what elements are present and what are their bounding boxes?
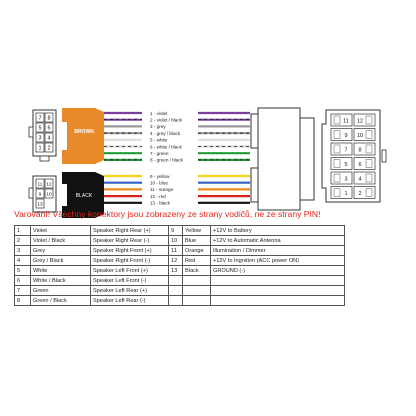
pin-number: 1 (344, 191, 348, 197)
pinout-cell-n1: 5 (15, 266, 31, 276)
wire-label: 8 - green / black (150, 157, 183, 163)
pinout-row (15, 236, 345, 246)
pin-slot (334, 145, 340, 153)
pinout-cell-n1: 3 (15, 246, 31, 256)
pinout-cell-f1: Speaker Left Rear (+) (91, 286, 169, 296)
pin-number: 10 (46, 192, 52, 198)
pinout-cell-c2 (183, 296, 211, 306)
pin-number: 7 (38, 115, 42, 122)
pinout-row (15, 276, 345, 286)
pinout-cell-c1: Green / Black (31, 296, 91, 306)
pinout-cell-f2: GROUND (-) (211, 266, 345, 276)
pinout-cell-f2 (211, 296, 345, 306)
pinout-cell-f1: Speaker Left Front (+) (91, 266, 169, 276)
brown-connector-block (62, 108, 104, 164)
pin-number: 11 (343, 118, 349, 125)
pin-slot (334, 174, 340, 182)
pin-slot (366, 174, 372, 182)
wire-label: 4 - grey / black (150, 130, 181, 136)
wire-label: 13 - black (150, 200, 170, 206)
pinout-row (15, 256, 345, 266)
pin-number: 8 (47, 115, 51, 122)
pin-number: 9 (38, 192, 42, 198)
wire-label: 6 - white / black (150, 144, 182, 150)
pinout-cell-c2 (183, 286, 211, 296)
brown-wires (104, 111, 250, 163)
radio-connector (322, 110, 386, 202)
pinout-cell-c2: Blue (183, 236, 211, 246)
pin-number: 4 (358, 176, 362, 183)
pin-slot (334, 189, 340, 197)
pin-number: 8 (358, 147, 362, 154)
black-wires (104, 174, 250, 206)
pin-number: 12 (46, 182, 52, 188)
brown-label: BROWN (74, 129, 94, 135)
pinout-cell-f1: Speaker Right Front (-) (91, 256, 169, 266)
pin-number: 10 (356, 133, 364, 139)
pin-number: 5 (344, 162, 348, 168)
pinout-cell-c2: Orange (183, 246, 211, 256)
pinout-cell-n2: 9 (169, 226, 183, 236)
pinout-cell-n1: 7 (15, 286, 31, 296)
pinout-cell-n1: 1 (15, 226, 31, 236)
pinout-cell-c1: Violet (31, 226, 91, 236)
pinout-cell-n1: 6 (15, 276, 31, 286)
pinout-cell-n1: 8 (15, 296, 31, 306)
wire-label: 1 - violet (150, 110, 168, 116)
pin-number: 3 (38, 135, 42, 142)
wire-label: 7 - green (150, 151, 169, 156)
pin-slot (366, 116, 372, 124)
wire-label: 12 - red (150, 193, 166, 199)
pinout-cell-c1: White (31, 266, 91, 276)
pin-number: 11 (37, 182, 43, 188)
pinout-cell-f2 (211, 276, 345, 286)
pinout-row (15, 226, 345, 236)
wire-label: 3 - grey (150, 124, 166, 130)
wire-label: 11 - orange (150, 187, 174, 193)
pinout-cell-n2: 10 (169, 236, 183, 246)
pinout-cell-f2: +12V to Ingnition (ACC power ON) (211, 256, 345, 266)
pin-number: 2 (358, 191, 362, 197)
pinout-cell-n2 (169, 296, 183, 306)
pinout-cell-c2 (183, 276, 211, 286)
pin-number: 6 (47, 125, 51, 132)
iso-connector-power (29, 176, 56, 212)
pinout-cell-n2: 12 (169, 256, 183, 266)
pinout-cell-f1: Speaker Left Front (-) (91, 276, 169, 286)
pinout-cell-f2: +12V to Automatic Antenna (211, 236, 345, 246)
adapter-plug (251, 108, 314, 210)
pinout-cell-c1: Grey / Black (31, 256, 91, 266)
pinout-row (15, 266, 345, 276)
pinout-cell-c1: Grey (31, 246, 91, 256)
pinout-cell-c1: Green (31, 286, 91, 296)
pin-number: 3 (344, 176, 348, 183)
pin-number: 7 (344, 147, 348, 154)
pinout-cell-n2 (169, 286, 183, 296)
pinout-cell-f2: +12V to Battery (211, 226, 345, 236)
pinout-cell-n2: 13 (169, 266, 183, 276)
pinout-cell-f1: Speaker Right Rear (-) (91, 236, 169, 246)
pinout-cell-f1: Speaker Right Front (+) (91, 246, 169, 256)
pin-number: 6 (358, 162, 362, 168)
wire-label: 9 - yellow (150, 173, 170, 179)
pinout-cell-f2 (211, 286, 345, 296)
pinout-row (15, 246, 345, 256)
pinout-cell-c1: Violet / Black (31, 236, 91, 246)
pinout-row (15, 286, 345, 296)
pinout-row (15, 296, 345, 306)
pin-number: 1 (38, 145, 42, 152)
pin-number: 12 (356, 118, 364, 125)
pin-number: 4 (47, 135, 51, 142)
pinout-cell-n1: 4 (15, 256, 31, 266)
pin-number: 2 (47, 145, 51, 152)
pin-number: 13 (37, 202, 43, 208)
pin-slot (334, 131, 340, 139)
pin-slot (334, 160, 340, 168)
pinout-cell-c1: White / Black (31, 276, 91, 286)
wire-label: 2 - violet / black (150, 117, 182, 123)
pin-slot (366, 189, 372, 197)
warning-text: Varování! Všechny konektory jsou zobrazeny ze strany vodičů, ne ze strany PIN! (14, 209, 321, 219)
pinout-cell-n1: 2 (15, 236, 31, 246)
pinout-cell-f1: Speaker Left Rear (-) (91, 296, 169, 306)
pin-number: 9 (344, 133, 348, 139)
pin-slot (334, 116, 340, 124)
pinout-cell-c2: Yellow (183, 226, 211, 236)
pin-slot (366, 160, 372, 168)
pinout-cell-n2 (169, 276, 183, 286)
pinout-cell-f2: Illumination / Dimmer (211, 246, 345, 256)
pinout-cell-n2: 11 (169, 246, 183, 256)
pin-slot (366, 145, 372, 153)
wire-label: 10 - blue (150, 180, 168, 186)
wire-label: 5 - white (150, 137, 168, 143)
black-label: BLACK (75, 193, 93, 199)
pinout-table (14, 225, 345, 306)
pinout-cell-c2: Black (183, 266, 211, 276)
pinout-cell-c2: Red (183, 256, 211, 266)
pin-slot (366, 131, 372, 139)
pin-number: 5 (38, 125, 42, 132)
pinout-cell-f1: Speaker Right Rear (+) (91, 226, 169, 236)
iso-connector-speakers (29, 110, 56, 161)
